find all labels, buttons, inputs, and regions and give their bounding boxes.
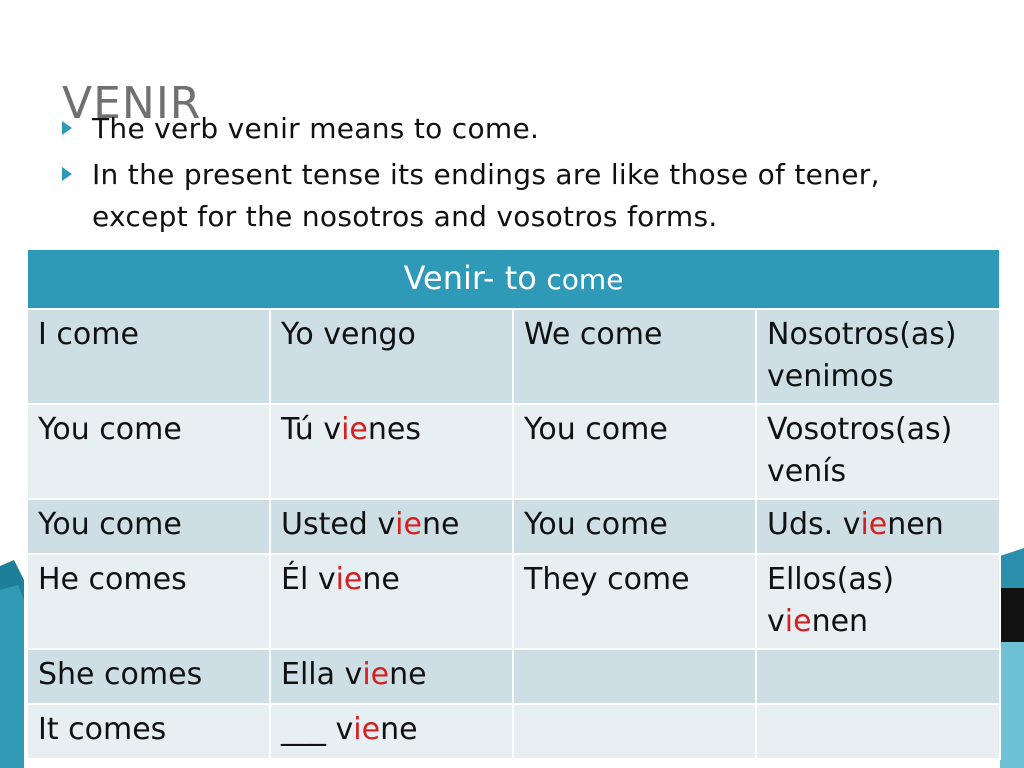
english-plural-cell: You come xyxy=(513,404,756,499)
form-stem: Tú v xyxy=(281,412,342,447)
form-stem: Ellos(as) v xyxy=(767,562,895,639)
spanish-plural-cell xyxy=(756,499,1000,554)
english-subject-cell: I come xyxy=(27,309,270,404)
empty-cell xyxy=(756,649,1000,704)
spanish-plural-cell: Vosotros(as) venís xyxy=(756,404,1000,499)
bullet-item xyxy=(62,154,962,238)
right-dark-block xyxy=(1000,588,1024,642)
table-row xyxy=(27,649,1000,704)
form-stem-change: ie xyxy=(362,657,390,692)
spanish-form-cell xyxy=(270,554,513,649)
form-stem-change: ie xyxy=(335,562,363,597)
form-stem-change: ie xyxy=(353,712,381,747)
form-stem-change: ie xyxy=(395,507,422,542)
form-stem: Usted v xyxy=(281,507,396,542)
triangle-bullet-icon xyxy=(62,121,72,135)
form-stem: ___ v xyxy=(281,712,354,747)
english-subject-cell: You come xyxy=(27,404,270,499)
bullet-item xyxy=(62,108,962,150)
spanish-form-cell xyxy=(270,704,513,759)
form-ending: ne xyxy=(380,712,418,747)
form-stem: Ella v xyxy=(281,657,363,692)
empty-cell xyxy=(513,649,756,704)
form-ending: ne xyxy=(362,562,400,597)
english-subject-cell: It comes xyxy=(27,704,270,759)
form-stem-change: ie xyxy=(860,507,888,542)
empty-cell xyxy=(756,704,1000,759)
table-header-sub: come xyxy=(546,263,624,296)
form-ending: nes xyxy=(367,412,421,447)
english-plural-cell: We come xyxy=(513,309,756,404)
english-plural-cell: They come xyxy=(513,554,756,649)
conjugation-table xyxy=(26,248,1001,760)
slide-title: VENIR xyxy=(62,78,202,129)
spanish-plural-cell xyxy=(756,554,1000,649)
triangle-bullet-icon xyxy=(62,167,72,181)
form-stem-change: ie xyxy=(784,604,812,639)
table-row xyxy=(27,404,1000,499)
form-ending: nen xyxy=(887,507,944,542)
form-ending: nen xyxy=(811,604,869,639)
table-row xyxy=(27,704,1000,759)
form-ending: ne xyxy=(389,657,427,692)
table-row xyxy=(27,309,1000,404)
spanish-form-cell xyxy=(270,649,513,704)
table-header xyxy=(27,249,1000,309)
english-subject-cell: She comes xyxy=(27,649,270,704)
right-light-block xyxy=(1000,642,1024,768)
empty-cell xyxy=(513,704,756,759)
english-subject-cell: You come xyxy=(27,499,270,554)
form-stem: Él v xyxy=(281,562,336,597)
table-header-main: Venir- to xyxy=(403,259,537,297)
form-stem: Uds. v xyxy=(767,507,861,542)
form-stem-change: ie xyxy=(341,412,368,447)
form-stem: Yo vengo xyxy=(281,317,416,352)
english-plural-cell: You come xyxy=(513,499,756,554)
bullet-text: The verb venir means to come. xyxy=(92,112,540,145)
spanish-plural-cell: Nosotros(as) venimos xyxy=(756,309,1000,404)
table-row xyxy=(27,554,1000,649)
spanish-form-cell xyxy=(270,309,513,404)
spanish-form-cell xyxy=(270,499,513,554)
spanish-form-cell xyxy=(270,404,513,499)
left-wave-highlight xyxy=(0,585,24,768)
form-ending: ne xyxy=(421,507,460,542)
bullet-text: In the present tense its endings are like those of tener, except for the nosotros and vosotros forms. xyxy=(92,158,880,233)
bullet-list xyxy=(62,108,962,242)
table-header-row xyxy=(27,249,1000,309)
table-row xyxy=(27,499,1000,554)
english-subject-cell: He comes xyxy=(27,554,270,649)
